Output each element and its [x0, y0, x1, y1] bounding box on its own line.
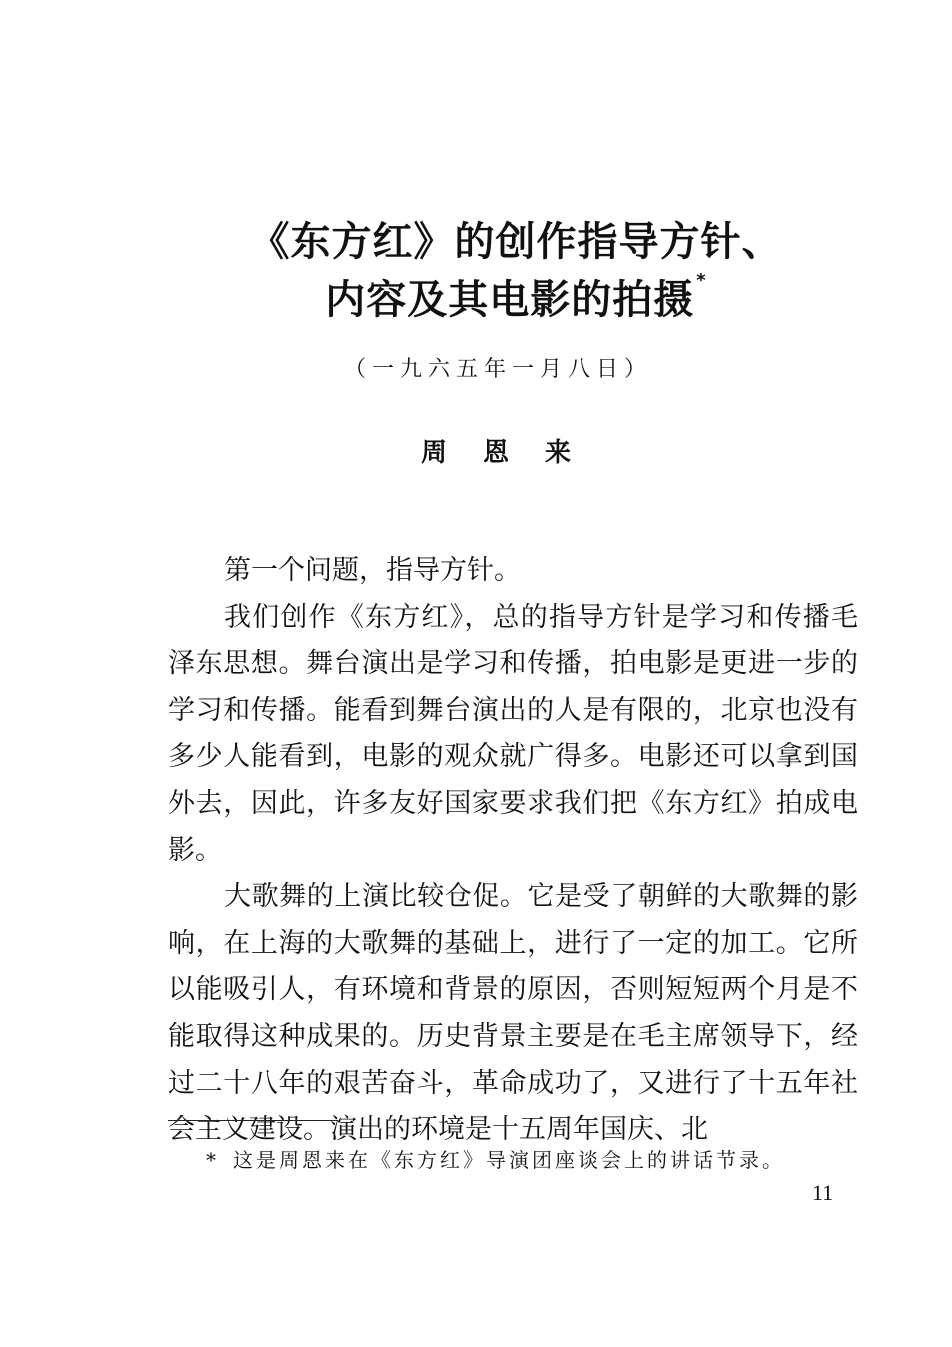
body-text — [168, 548, 858, 1154]
title-line-2 — [40, 268, 952, 325]
title-text-2: 内容及其电影的拍摄 — [325, 277, 695, 323]
footnote-divider — [168, 1120, 338, 1121]
footnote — [206, 1144, 785, 1173]
title-text-1: 《东方红》的创作指导方针、 — [249, 219, 783, 265]
title-footnote-marker: * — [696, 270, 707, 291]
paragraph: 第一个问题，指导方针。 — [224, 555, 521, 586]
page-number: 11 — [812, 1180, 834, 1205]
author-name: 周恩来 — [420, 438, 607, 468]
paragraph: 我们创作《东方红》，总的指导方针是学习和传播毛泽东思想。舞台演出是学习和传播，拍电影是更进一步的学习和传播。能看到舞台演出的人是有限的，北京也没有多少人能看到，电影的观众就广得多。电影还可以拿到国外去，因此，许多友好国家要求我们把《东方红》拍成电影。 — [168, 601, 858, 866]
footnote-text: 这是周恩来在《东方红》导演团座谈会上的讲话节录。 — [233, 1148, 785, 1172]
paragraph: 大歌舞的上演比较仓促。它是受了朝鲜的大歌舞的影响，在上海的大歌舞的基础上，进行了一定的加工。它所以能吸引人，有环境和背景的原因，否则短短两个月是不能取得这种成果的。历史背景主要是在毛主席领导下，经过二十八年的艰苦奋斗，革命成功了，又进行了十五年社会主义建设。演出的环境是十五周年国庆、北 — [168, 881, 858, 1146]
date-line: （一九六五年一月八日） — [343, 357, 652, 382]
footnote-marker: * — [206, 1148, 219, 1172]
title-line-1 — [40, 210, 952, 267]
